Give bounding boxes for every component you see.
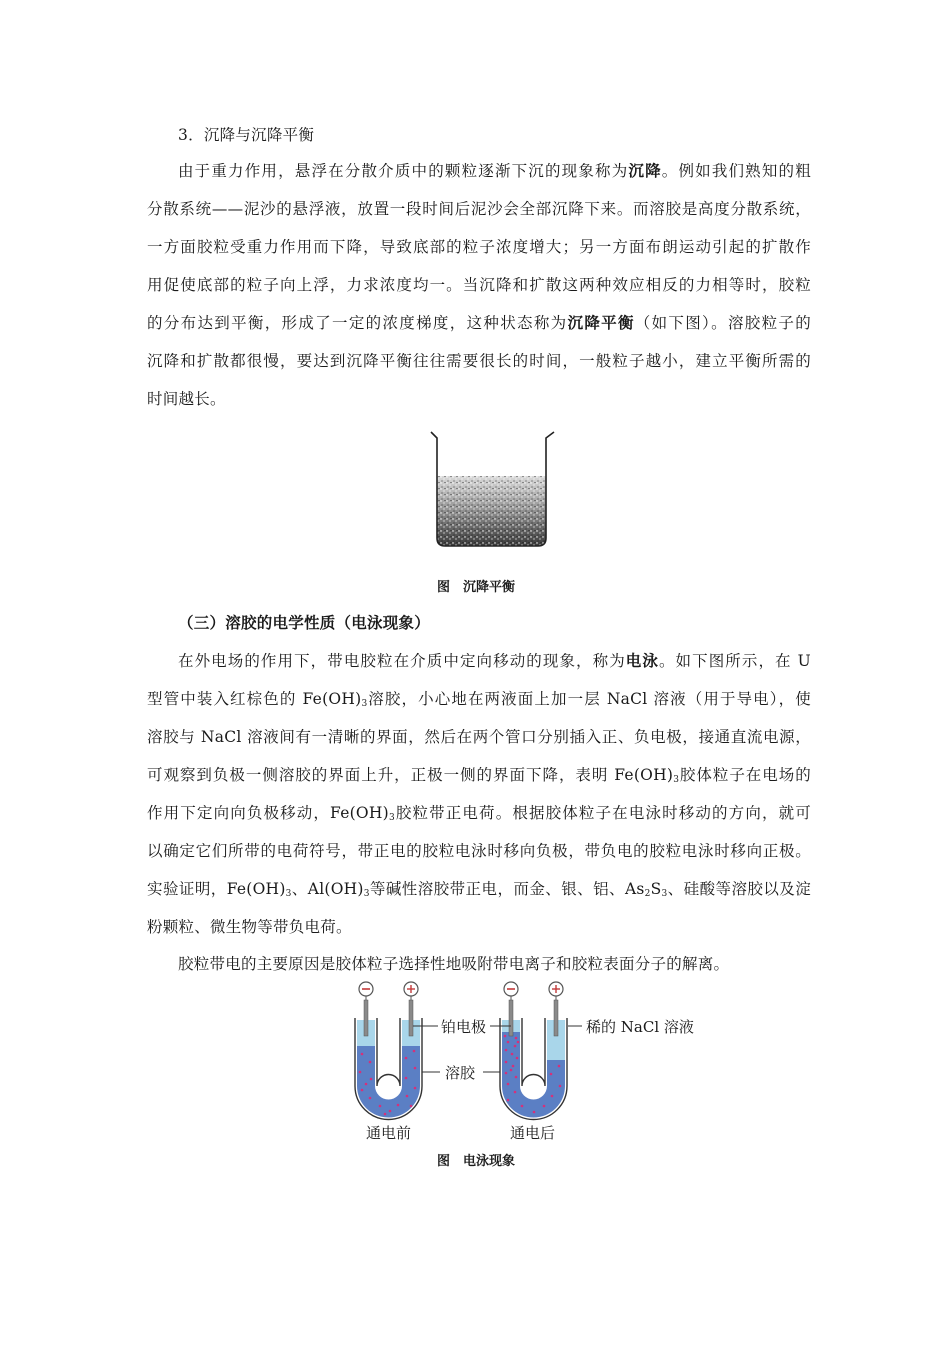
paragraph-charge-origin: 胶粒带电的主要原因是胶体粒子选择性地吸附带电离子和胶粒表面分子的解离。 [178, 955, 730, 973]
label-dilute-nacl: 稀的 NaCl 溶液 [586, 1018, 694, 1036]
paragraph-electrophoresis-line5: 作用下定向向负极移动，$Fe(OH)_3$胶粒带正电荷。根据胶体粒子在电泳时移动的方向，就可 [147, 804, 811, 823]
paragraph-electrophoresis-line6: 以确定它们所带的电荷符号，带正电的胶粒电泳时移向负极，带负电的胶粒电泳时移向正极。 [147, 842, 811, 860]
paragraph-electrophoresis-line4: 可观察到负极一侧溶胶的界面上升，正极一侧的界面下降，表明 $Fe(OH)_3$胶体粒子在电场的 [147, 766, 811, 785]
paragraph-sedimentation-line7: 时间越长。 [147, 390, 226, 408]
label-platinum-electrode: 铂电极 [441, 1018, 487, 1036]
paragraph-sedimentation-line1: 由于重力作用，悬浮在分散介质中的颗粒逐渐下沉的现象称为沉降。例如我们熟知的粗 [178, 161, 811, 180]
u-tube-before [355, 982, 422, 1119]
sedimentation-beaker-figure [428, 428, 558, 550]
electrophoresis-figure [340, 978, 720, 1148]
figure-caption-electrophoresis: 图 电泳现象 [436, 1154, 515, 1169]
paragraph-electrophoresis-line8: 粉颗粒、微生物等带负电荷。 [147, 918, 352, 936]
paragraph-sedimentation-line4: 用促使底部的粒子向上浮，力求浓度均一。当沉降和扩散这两种效应相反的力相等时，胶粒 [147, 276, 811, 294]
label-sol: 溶胶 [445, 1064, 476, 1082]
paragraph-electrophoresis-line2: 型管中装入红棕色的 $Fe(OH)_3$溶胶，小心地在两液面上加一层 NaCl 溶液（用于导电），使 [147, 690, 812, 709]
section-title-electrical-properties: （三）溶胶的电学性质（电泳现象） [178, 613, 431, 632]
paragraph-sedimentation-line5: 的分布达到平衡，形成了一定的浓度梯度，这种状态称为沉降平衡（如下图）。溶胶粒子的 [147, 313, 811, 332]
paragraph-electrophoresis-line7: 实验证明，$Fe(OH)_3$、$Al(OH)_3$等碱性溶胶带正电，而金、银、铝、$As_2S_3$、硅酸等溶胶以及淀 [147, 880, 811, 899]
paragraph-sedimentation-line3: 一方面胶粒受重力作用而下降，导致底部的粒子浓度增大；另一方面布朗运动引起的扩散作 [147, 238, 811, 256]
u-tube-after [500, 982, 567, 1120]
section3-title: 3．沉降与沉降平衡 [178, 126, 315, 144]
label-before-current: 通电前 [366, 1124, 412, 1142]
paragraph-electrophoresis-line3: 溶胶与 NaCl 溶液间有一清晰的界面，然后在两个管口分别插入正、负电极，接通直流电源， [147, 728, 811, 746]
paragraph-electrophoresis-line1: 在外电场的作用下，带电胶粒在介质中定向移动的现象，称为电泳。如下图所示，在 U [178, 651, 811, 670]
paragraph-sedimentation-line2: 分散系统——泥沙的悬浮液，放置一段时间后泥沙会全部沉降下来。而溶胶是高度分散系统， [147, 200, 811, 218]
label-after-current: 通电后 [510, 1124, 556, 1142]
figure-caption-sedimentation: 图 沉降平衡 [436, 580, 515, 595]
paragraph-sedimentation-line6: 沉降和扩散都很慢，要达到沉降平衡往往需要很长的时间，一般粒子越小，建立平衡所需的 [147, 352, 811, 370]
